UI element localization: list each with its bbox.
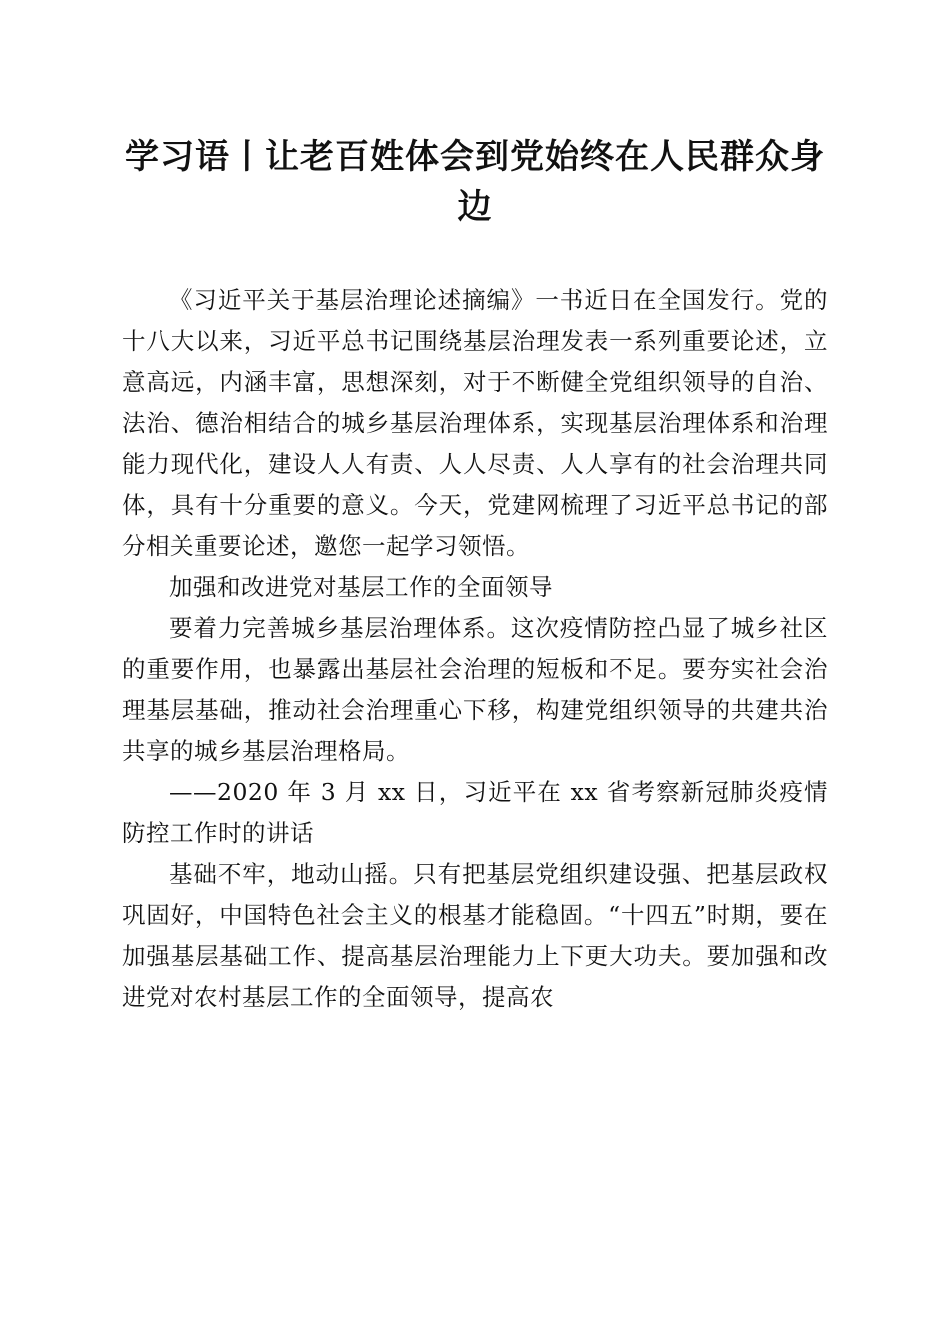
quote-paragraph-2: 基础不牢，地动山摇。只有把基层党组织建设强、把基层政权巩固好，中国特色社会主义的根基才能稳固。“十四五”时期，要在加强基层基础工作、提高基层治理能力上下更大功夫。要加强和改进党对农村基层工作的全面领导，提高农 xyxy=(122,860,828,1011)
quote-source-1: ——2020 年 3 月 xx 日，习近平在 xx 省考察新冠肺炎疫情防控工作时的讲话 xyxy=(122,778,828,847)
document-page xyxy=(122,132,828,1018)
document-body xyxy=(122,280,828,1018)
section-heading: 加强和改进党对基层工作的全面领导 xyxy=(169,573,553,601)
quote-paragraph-1: 要着力完善城乡基层治理体系。这次疫情防控凸显了城乡社区的重要作用，也暴露出基层社会治理的短板和不足。要夯实社会治理基层基础，推动社会治理重心下移，构建党组织领导的共建共治共享的城乡基层治理格局。 xyxy=(122,614,828,765)
intro-paragraph: 《习近平关于基层治理论述摘编》一书近日在全国发行。党的十八大以来，习近平总书记围绕基层治理发表一系列重要论述，立意高远，内涵丰富，思想深刻，对于不断健全党组织领导的自治、法治、德治相结合的城乡基层治理体系，实现基层治理体系和治理能力现代化，建设人人有责、人人尽责、人人享有的社会治理共同体，具有十分重要的意义。今天，党建网梳理了习近平总书记的部分相关重要论述，邀您一起学习领悟。 xyxy=(122,286,828,560)
document-title: 学习语丨让老百姓体会到党始终在人民群众身边 xyxy=(125,137,825,227)
